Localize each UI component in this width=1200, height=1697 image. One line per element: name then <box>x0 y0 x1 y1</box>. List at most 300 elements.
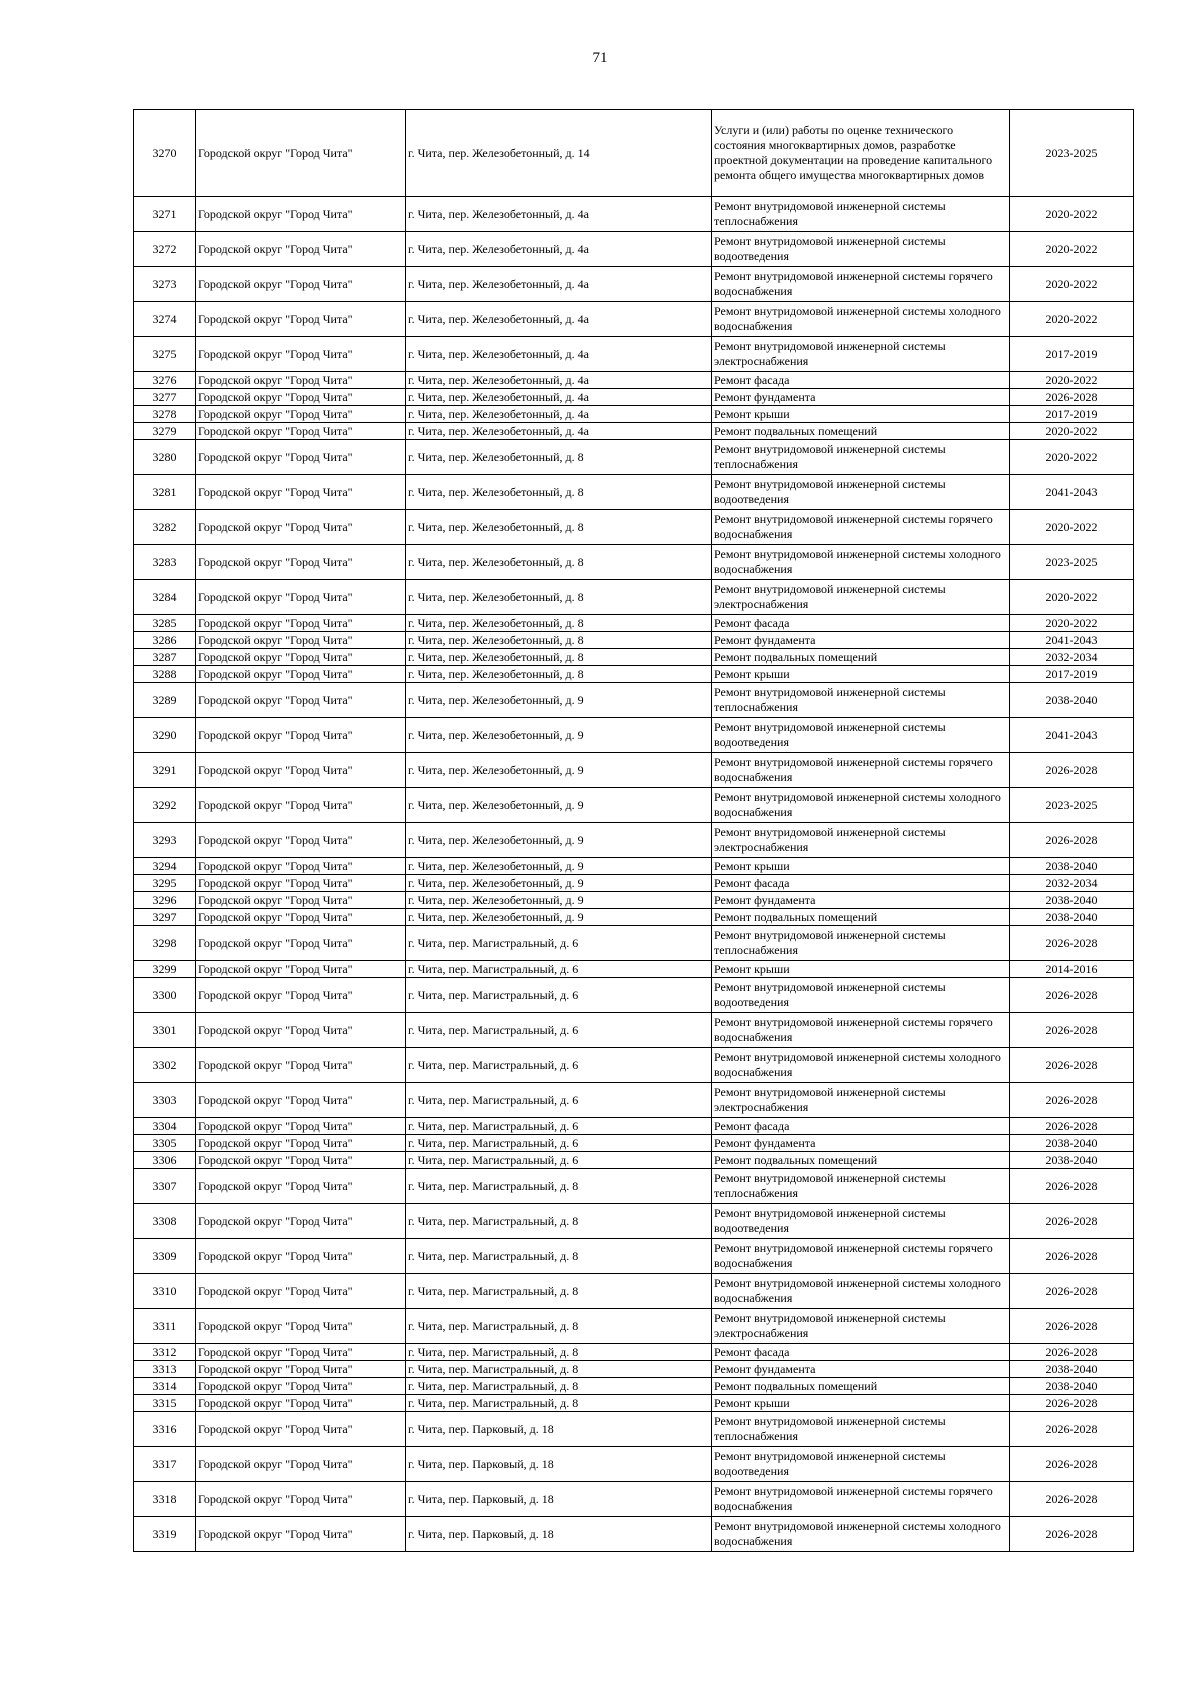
row-period: 2020-2022 <box>1010 423 1134 440</box>
row-work-type: Ремонт крыши <box>712 406 1010 423</box>
row-period: 2038-2040 <box>1010 1135 1134 1152</box>
page-number: 71 <box>592 50 608 66</box>
row-address: г. Чита, пер. Железобетонный, д. 4а <box>406 389 712 406</box>
row-number: 3311 <box>134 1309 196 1344</box>
row-address: г. Чита, пер. Магистральный, д. 8 <box>406 1309 712 1344</box>
row-district: Городской округ "Город Чита" <box>196 683 406 718</box>
row-period: 2026-2028 <box>1010 1048 1134 1083</box>
row-period: 2020-2022 <box>1010 232 1134 267</box>
row-work-type: Ремонт внутридомовой инженерной системы холодного водоснабжения <box>712 1048 1010 1083</box>
row-address: г. Чита, пер. Железобетонный, д. 8 <box>406 510 712 545</box>
row-period: 2020-2022 <box>1010 510 1134 545</box>
row-district: Городской округ "Город Чита" <box>196 1118 406 1135</box>
row-period: 2026-2028 <box>1010 753 1134 788</box>
row-work-type: Ремонт внутридомовой инженерной системы водоотведения <box>712 1204 1010 1239</box>
row-work-type: Ремонт внутридомовой инженерной системы горячего водоснабжения <box>712 1482 1010 1517</box>
row-number: 3284 <box>134 580 196 615</box>
table-row <box>134 1274 1134 1309</box>
row-work-type: Ремонт фасада <box>712 1344 1010 1361</box>
row-district: Городской округ "Город Чита" <box>196 423 406 440</box>
row-address: г. Чита, пер. Магистральный, д. 6 <box>406 1083 712 1118</box>
row-district: Городской округ "Город Чита" <box>196 1412 406 1447</box>
table-row <box>134 753 1134 788</box>
table-row <box>134 423 1134 440</box>
row-number: 3288 <box>134 666 196 683</box>
row-address: г. Чита, пер. Магистральный, д. 6 <box>406 926 712 961</box>
row-work-type: Ремонт фундамента <box>712 1361 1010 1378</box>
row-period: 2026-2028 <box>1010 1083 1134 1118</box>
row-period: 2038-2040 <box>1010 683 1134 718</box>
row-period: 2038-2040 <box>1010 1378 1134 1395</box>
row-district: Городской округ "Город Чита" <box>196 961 406 978</box>
row-number: 3286 <box>134 632 196 649</box>
row-district: Городской округ "Город Чита" <box>196 1013 406 1048</box>
row-work-type: Ремонт внутридомовой инженерной системы холодного водоснабжения <box>712 1517 1010 1552</box>
row-number: 3290 <box>134 718 196 753</box>
row-period: 2023-2025 <box>1010 788 1134 823</box>
row-number: 3287 <box>134 649 196 666</box>
row-work-type: Ремонт фасада <box>712 1118 1010 1135</box>
row-district: Городской округ "Город Чита" <box>196 1447 406 1482</box>
row-district: Городской округ "Город Чита" <box>196 197 406 232</box>
row-period: 2026-2028 <box>1010 1412 1134 1447</box>
row-period: 2017-2019 <box>1010 337 1134 372</box>
row-address: г. Чита, пер. Парковый, д. 18 <box>406 1447 712 1482</box>
table-row <box>134 823 1134 858</box>
row-period: 2020-2022 <box>1010 440 1134 475</box>
row-period: 2020-2022 <box>1010 615 1134 632</box>
row-district: Городской округ "Город Чита" <box>196 858 406 875</box>
row-address: г. Чита, пер. Железобетонный, д. 9 <box>406 875 712 892</box>
row-work-type: Ремонт внутридомовой инженерной системы холодного водоснабжения <box>712 788 1010 823</box>
row-address: г. Чита, пер. Магистральный, д. 8 <box>406 1344 712 1361</box>
row-period: 2023-2025 <box>1010 110 1134 197</box>
row-period: 2032-2034 <box>1010 875 1134 892</box>
row-period: 2020-2022 <box>1010 197 1134 232</box>
row-work-type: Ремонт внутридомовой инженерной системы водоотведения <box>712 978 1010 1013</box>
row-period: 2026-2028 <box>1010 1204 1134 1239</box>
row-district: Городской округ "Город Чита" <box>196 615 406 632</box>
table-row <box>134 302 1134 337</box>
row-number: 3310 <box>134 1274 196 1309</box>
row-address: г. Чита, пер. Железобетонный, д. 8 <box>406 632 712 649</box>
row-work-type: Ремонт фундамента <box>712 632 1010 649</box>
table-row <box>134 1239 1134 1274</box>
row-address: г. Чита, пер. Магистральный, д. 8 <box>406 1395 712 1412</box>
row-district: Городской округ "Город Чита" <box>196 475 406 510</box>
row-district: Городской округ "Город Чита" <box>196 1482 406 1517</box>
table-row <box>134 1135 1134 1152</box>
row-district: Городской округ "Город Чита" <box>196 510 406 545</box>
table-row <box>134 1344 1134 1361</box>
row-number: 3309 <box>134 1239 196 1274</box>
row-address: г. Чита, пер. Магистральный, д. 8 <box>406 1239 712 1274</box>
row-work-type: Ремонт внутридомовой инженерной системы водоотведения <box>712 475 1010 510</box>
table-row <box>134 267 1134 302</box>
table-row <box>134 1361 1134 1378</box>
row-number: 3270 <box>134 110 196 197</box>
row-period: 2026-2028 <box>1010 926 1134 961</box>
row-address: г. Чита, пер. Железобетонный, д. 4а <box>406 423 712 440</box>
row-address: г. Чита, пер. Магистральный, д. 8 <box>406 1204 712 1239</box>
row-address: г. Чита, пер. Железобетонный, д. 4а <box>406 337 712 372</box>
table-row <box>134 580 1134 615</box>
row-work-type: Ремонт внутридомовой инженерной системы электроснабжения <box>712 337 1010 372</box>
row-district: Городской округ "Город Чита" <box>196 406 406 423</box>
row-number: 3274 <box>134 302 196 337</box>
row-district: Городской округ "Город Чита" <box>196 875 406 892</box>
row-address: г. Чита, пер. Железобетонный, д. 9 <box>406 753 712 788</box>
row-address: г. Чита, пер. Магистральный, д. 6 <box>406 1118 712 1135</box>
row-address: г. Чита, пер. Магистральный, д. 6 <box>406 961 712 978</box>
row-work-type: Ремонт фундамента <box>712 1135 1010 1152</box>
row-work-type: Ремонт подвальных помещений <box>712 1378 1010 1395</box>
row-period: 2020-2022 <box>1010 267 1134 302</box>
row-number: 3281 <box>134 475 196 510</box>
row-number: 3283 <box>134 545 196 580</box>
row-address: г. Чита, пер. Магистральный, д. 8 <box>406 1378 712 1395</box>
row-district: Городской округ "Город Чита" <box>196 337 406 372</box>
row-number: 3302 <box>134 1048 196 1083</box>
row-district: Городской округ "Город Чита" <box>196 580 406 615</box>
row-period: 2026-2028 <box>1010 1169 1134 1204</box>
row-work-type: Ремонт крыши <box>712 858 1010 875</box>
table-row <box>134 545 1134 580</box>
table-row <box>134 978 1134 1013</box>
row-work-type: Ремонт внутридомовой инженерной системы электроснабжения <box>712 823 1010 858</box>
table-row <box>134 475 1134 510</box>
row-work-type: Ремонт подвальных помещений <box>712 649 1010 666</box>
row-address: г. Чита, пер. Магистральный, д. 6 <box>406 1013 712 1048</box>
row-address: г. Чита, пер. Железобетонный, д. 14 <box>406 110 712 197</box>
row-number: 3303 <box>134 1083 196 1118</box>
row-number: 3296 <box>134 892 196 909</box>
row-district: Городской округ "Город Чита" <box>196 978 406 1013</box>
row-address: г. Чита, пер. Магистральный, д. 6 <box>406 1152 712 1169</box>
table-row <box>134 909 1134 926</box>
row-work-type: Ремонт внутридомовой инженерной системы теплоснабжения <box>712 197 1010 232</box>
row-work-type: Ремонт внутридомовой инженерной системы теплоснабжения <box>712 683 1010 718</box>
row-number: 3294 <box>134 858 196 875</box>
row-period: 2026-2028 <box>1010 1309 1134 1344</box>
table-row <box>134 875 1134 892</box>
row-work-type: Услуги и (или) работы по оценке технического состояния многоквартирных домов, разработке проектной документации на проведение капитального ремонта общего имущества многоквартирных домов <box>712 110 1010 197</box>
row-period: 2038-2040 <box>1010 892 1134 909</box>
row-number: 3277 <box>134 389 196 406</box>
table-row <box>134 337 1134 372</box>
row-address: г. Чита, пер. Магистральный, д. 8 <box>406 1361 712 1378</box>
row-period: 2020-2022 <box>1010 302 1134 337</box>
row-address: г. Чита, пер. Железобетонный, д. 8 <box>406 615 712 632</box>
row-period: 2026-2028 <box>1010 1344 1134 1361</box>
row-address: г. Чита, пер. Парковый, д. 18 <box>406 1412 712 1447</box>
row-period: 2017-2019 <box>1010 406 1134 423</box>
row-work-type: Ремонт фасада <box>712 372 1010 389</box>
row-period: 2041-2043 <box>1010 632 1134 649</box>
row-number: 3307 <box>134 1169 196 1204</box>
row-work-type: Ремонт фундамента <box>712 389 1010 406</box>
row-work-type: Ремонт внутридомовой инженерной системы теплоснабжения <box>712 1169 1010 1204</box>
row-period: 2041-2043 <box>1010 475 1134 510</box>
table-row <box>134 1169 1134 1204</box>
row-work-type: Ремонт внутридомовой инженерной системы водоотведения <box>712 718 1010 753</box>
table-row <box>134 926 1134 961</box>
row-period: 2023-2025 <box>1010 545 1134 580</box>
table-row <box>134 1447 1134 1482</box>
row-address: г. Чита, пер. Железобетонный, д. 8 <box>406 545 712 580</box>
row-district: Городской округ "Город Чита" <box>196 788 406 823</box>
row-period: 2038-2040 <box>1010 909 1134 926</box>
row-address: г. Чита, пер. Магистральный, д. 6 <box>406 1048 712 1083</box>
table-row <box>134 1412 1134 1447</box>
table-row <box>134 858 1134 875</box>
row-district: Городской округ "Город Чита" <box>196 545 406 580</box>
row-address: г. Чита, пер. Железобетонный, д. 4а <box>406 267 712 302</box>
row-work-type: Ремонт крыши <box>712 1395 1010 1412</box>
row-number: 3313 <box>134 1361 196 1378</box>
row-address: г. Чита, пер. Железобетонный, д. 8 <box>406 440 712 475</box>
row-district: Городской округ "Город Чита" <box>196 110 406 197</box>
row-work-type: Ремонт внутридомовой инженерной системы холодного водоснабжения <box>712 545 1010 580</box>
row-district: Городской округ "Город Чита" <box>196 1344 406 1361</box>
row-district: Городской округ "Город Чита" <box>196 1309 406 1344</box>
row-district: Городской округ "Город Чита" <box>196 1361 406 1378</box>
row-number: 3297 <box>134 909 196 926</box>
row-district: Городской округ "Город Чита" <box>196 1083 406 1118</box>
row-period: 2026-2028 <box>1010 1395 1134 1412</box>
row-district: Городской округ "Город Чита" <box>196 372 406 389</box>
table-row <box>134 389 1134 406</box>
table-row <box>134 649 1134 666</box>
row-number: 3315 <box>134 1395 196 1412</box>
row-period: 2032-2034 <box>1010 649 1134 666</box>
table-row <box>134 683 1134 718</box>
row-district: Городской округ "Город Чита" <box>196 649 406 666</box>
row-work-type: Ремонт подвальных помещений <box>712 1152 1010 1169</box>
row-period: 2017-2019 <box>1010 666 1134 683</box>
row-period: 2020-2022 <box>1010 372 1134 389</box>
row-number: 3298 <box>134 926 196 961</box>
row-district: Городской округ "Город Чита" <box>196 267 406 302</box>
row-district: Городской округ "Город Чита" <box>196 1135 406 1152</box>
row-district: Городской округ "Город Чита" <box>196 892 406 909</box>
row-period: 2014-2016 <box>1010 961 1134 978</box>
table-row <box>134 1048 1134 1083</box>
row-work-type: Ремонт внутридомовой инженерной системы горячего водоснабжения <box>712 1013 1010 1048</box>
row-period: 2026-2028 <box>1010 1482 1134 1517</box>
row-work-type: Ремонт внутридомовой инженерной системы теплоснабжения <box>712 1412 1010 1447</box>
row-number: 3275 <box>134 337 196 372</box>
row-work-type: Ремонт внутридомовой инженерной системы горячего водоснабжения <box>712 1239 1010 1274</box>
row-number: 3278 <box>134 406 196 423</box>
row-address: г. Чита, пер. Железобетонный, д. 4а <box>406 372 712 389</box>
row-district: Городской округ "Город Чита" <box>196 909 406 926</box>
row-work-type: Ремонт внутридомовой инженерной системы электроснабжения <box>712 580 1010 615</box>
row-number: 3289 <box>134 683 196 718</box>
table-row <box>134 788 1134 823</box>
table-row <box>134 632 1134 649</box>
row-district: Городской округ "Город Чита" <box>196 823 406 858</box>
row-number: 3318 <box>134 1482 196 1517</box>
row-district: Городской округ "Город Чита" <box>196 666 406 683</box>
table-row <box>134 961 1134 978</box>
row-number: 3273 <box>134 267 196 302</box>
row-number: 3276 <box>134 372 196 389</box>
row-period: 2026-2028 <box>1010 823 1134 858</box>
table-row <box>134 892 1134 909</box>
row-number: 3279 <box>134 423 196 440</box>
table-row <box>134 1118 1134 1135</box>
table-row <box>134 1204 1134 1239</box>
table-row <box>134 1395 1134 1412</box>
table-row <box>134 1083 1134 1118</box>
row-district: Городской округ "Город Чита" <box>196 718 406 753</box>
table-row <box>134 110 1134 197</box>
table-row <box>134 372 1134 389</box>
row-work-type: Ремонт внутридомовой инженерной системы холодного водоснабжения <box>712 1274 1010 1309</box>
row-work-type: Ремонт внутридомовой инженерной системы холодного водоснабжения <box>712 302 1010 337</box>
row-address: г. Чита, пер. Железобетонный, д. 8 <box>406 475 712 510</box>
row-period: 2026-2028 <box>1010 1274 1134 1309</box>
row-address: г. Чита, пер. Магистральный, д. 8 <box>406 1169 712 1204</box>
row-district: Городской округ "Город Чита" <box>196 753 406 788</box>
row-address: г. Чита, пер. Железобетонный, д. 9 <box>406 823 712 858</box>
row-address: г. Чита, пер. Магистральный, д. 6 <box>406 1135 712 1152</box>
row-address: г. Чита, пер. Железобетонный, д. 9 <box>406 892 712 909</box>
row-work-type: Ремонт фасада <box>712 875 1010 892</box>
row-district: Городской округ "Город Чита" <box>196 302 406 337</box>
row-number: 3271 <box>134 197 196 232</box>
row-period: 2026-2028 <box>1010 1118 1134 1135</box>
row-district: Городской округ "Город Чита" <box>196 1274 406 1309</box>
table-row <box>134 1152 1134 1169</box>
row-period: 2026-2028 <box>1010 1013 1134 1048</box>
row-period: 2026-2028 <box>1010 1517 1134 1552</box>
row-number: 3280 <box>134 440 196 475</box>
row-district: Городской округ "Город Чита" <box>196 1395 406 1412</box>
row-address: г. Чита, пер. Железобетонный, д. 8 <box>406 666 712 683</box>
row-work-type: Ремонт фундамента <box>712 892 1010 909</box>
row-address: г. Чита, пер. Железобетонный, д. 8 <box>406 649 712 666</box>
row-district: Городской округ "Город Чита" <box>196 632 406 649</box>
row-work-type: Ремонт фасада <box>712 615 1010 632</box>
table-row <box>134 406 1134 423</box>
row-period: 2026-2028 <box>1010 1447 1134 1482</box>
row-period: 2020-2022 <box>1010 580 1134 615</box>
row-number: 3319 <box>134 1517 196 1552</box>
row-number: 3305 <box>134 1135 196 1152</box>
table-row <box>134 232 1134 267</box>
row-work-type: Ремонт подвальных помещений <box>712 909 1010 926</box>
row-district: Городской округ "Город Чита" <box>196 1048 406 1083</box>
row-work-type: Ремонт внутридомовой инженерной системы электроснабжения <box>712 1309 1010 1344</box>
row-number: 3291 <box>134 753 196 788</box>
row-number: 3285 <box>134 615 196 632</box>
capital-repair-table <box>133 109 1134 1552</box>
row-number: 3300 <box>134 978 196 1013</box>
row-district: Городской округ "Город Чита" <box>196 1517 406 1552</box>
row-number: 3301 <box>134 1013 196 1048</box>
table-row <box>134 1013 1134 1048</box>
table-row <box>134 197 1134 232</box>
row-number: 3317 <box>134 1447 196 1482</box>
row-period: 2038-2040 <box>1010 858 1134 875</box>
row-period: 2026-2028 <box>1010 389 1134 406</box>
row-work-type: Ремонт внутридомовой инженерной системы теплоснабжения <box>712 926 1010 961</box>
row-district: Городской округ "Город Чита" <box>196 1169 406 1204</box>
row-district: Городской округ "Город Чита" <box>196 440 406 475</box>
row-district: Городской округ "Город Чита" <box>196 1239 406 1274</box>
row-address: г. Чита, пер. Железобетонный, д. 9 <box>406 788 712 823</box>
row-number: 3308 <box>134 1204 196 1239</box>
table-row <box>134 1482 1134 1517</box>
row-work-type: Ремонт внутридомовой инженерной системы теплоснабжения <box>712 440 1010 475</box>
row-work-type: Ремонт внутридомовой инженерной системы электроснабжения <box>712 1083 1010 1118</box>
row-work-type: Ремонт крыши <box>712 961 1010 978</box>
row-district: Городской округ "Город Чита" <box>196 389 406 406</box>
row-district: Городской округ "Город Чита" <box>196 232 406 267</box>
row-address: г. Чита, пер. Парковый, д. 18 <box>406 1517 712 1552</box>
row-address: г. Чита, пер. Железобетонный, д. 9 <box>406 718 712 753</box>
row-address: г. Чита, пер. Железобетонный, д. 4а <box>406 197 712 232</box>
table-row <box>134 510 1134 545</box>
row-number: 3293 <box>134 823 196 858</box>
row-work-type: Ремонт внутридомовой инженерной системы горячего водоснабжения <box>712 267 1010 302</box>
row-work-type: Ремонт внутридомовой инженерной системы горячего водоснабжения <box>712 753 1010 788</box>
table-row <box>134 718 1134 753</box>
row-number: 3299 <box>134 961 196 978</box>
table-row <box>134 440 1134 475</box>
row-address: г. Чита, пер. Железобетонный, д. 9 <box>406 683 712 718</box>
row-period: 2026-2028 <box>1010 1239 1134 1274</box>
row-address: г. Чита, пер. Железобетонный, д. 4а <box>406 302 712 337</box>
table-row <box>134 666 1134 683</box>
row-number: 3292 <box>134 788 196 823</box>
row-district: Городской округ "Город Чита" <box>196 1152 406 1169</box>
row-work-type: Ремонт внутридомовой инженерной системы водоотведения <box>712 232 1010 267</box>
row-district: Городской округ "Город Чита" <box>196 926 406 961</box>
row-number: 3295 <box>134 875 196 892</box>
row-address: г. Чита, пер. Парковый, д. 18 <box>406 1482 712 1517</box>
row-work-type: Ремонт внутридомовой инженерной системы водоотведения <box>712 1447 1010 1482</box>
row-period: 2038-2040 <box>1010 1152 1134 1169</box>
row-address: г. Чита, пер. Железобетонный, д. 9 <box>406 909 712 926</box>
table-row <box>134 1309 1134 1344</box>
row-number: 3316 <box>134 1412 196 1447</box>
table-row <box>134 1517 1134 1552</box>
row-work-type: Ремонт крыши <box>712 666 1010 683</box>
row-address: г. Чита, пер. Железобетонный, д. 8 <box>406 580 712 615</box>
row-address: г. Чита, пер. Железобетонный, д. 4а <box>406 406 712 423</box>
row-address: г. Чита, пер. Железобетонный, д. 4а <box>406 232 712 267</box>
row-district: Городской округ "Город Чита" <box>196 1378 406 1395</box>
row-number: 3312 <box>134 1344 196 1361</box>
row-number: 3314 <box>134 1378 196 1395</box>
row-number: 3272 <box>134 232 196 267</box>
row-period: 2026-2028 <box>1010 978 1134 1013</box>
table-row <box>134 615 1134 632</box>
row-period: 2041-2043 <box>1010 718 1134 753</box>
row-address: г. Чита, пер. Магистральный, д. 8 <box>406 1274 712 1309</box>
row-work-type: Ремонт внутридомовой инженерной системы горячего водоснабжения <box>712 510 1010 545</box>
table-row <box>134 1378 1134 1395</box>
row-address: г. Чита, пер. Железобетонный, д. 9 <box>406 858 712 875</box>
row-district: Городской округ "Город Чита" <box>196 1204 406 1239</box>
row-work-type: Ремонт подвальных помещений <box>712 423 1010 440</box>
row-address: г. Чита, пер. Магистральный, д. 6 <box>406 978 712 1013</box>
row-number: 3304 <box>134 1118 196 1135</box>
row-period: 2038-2040 <box>1010 1361 1134 1378</box>
